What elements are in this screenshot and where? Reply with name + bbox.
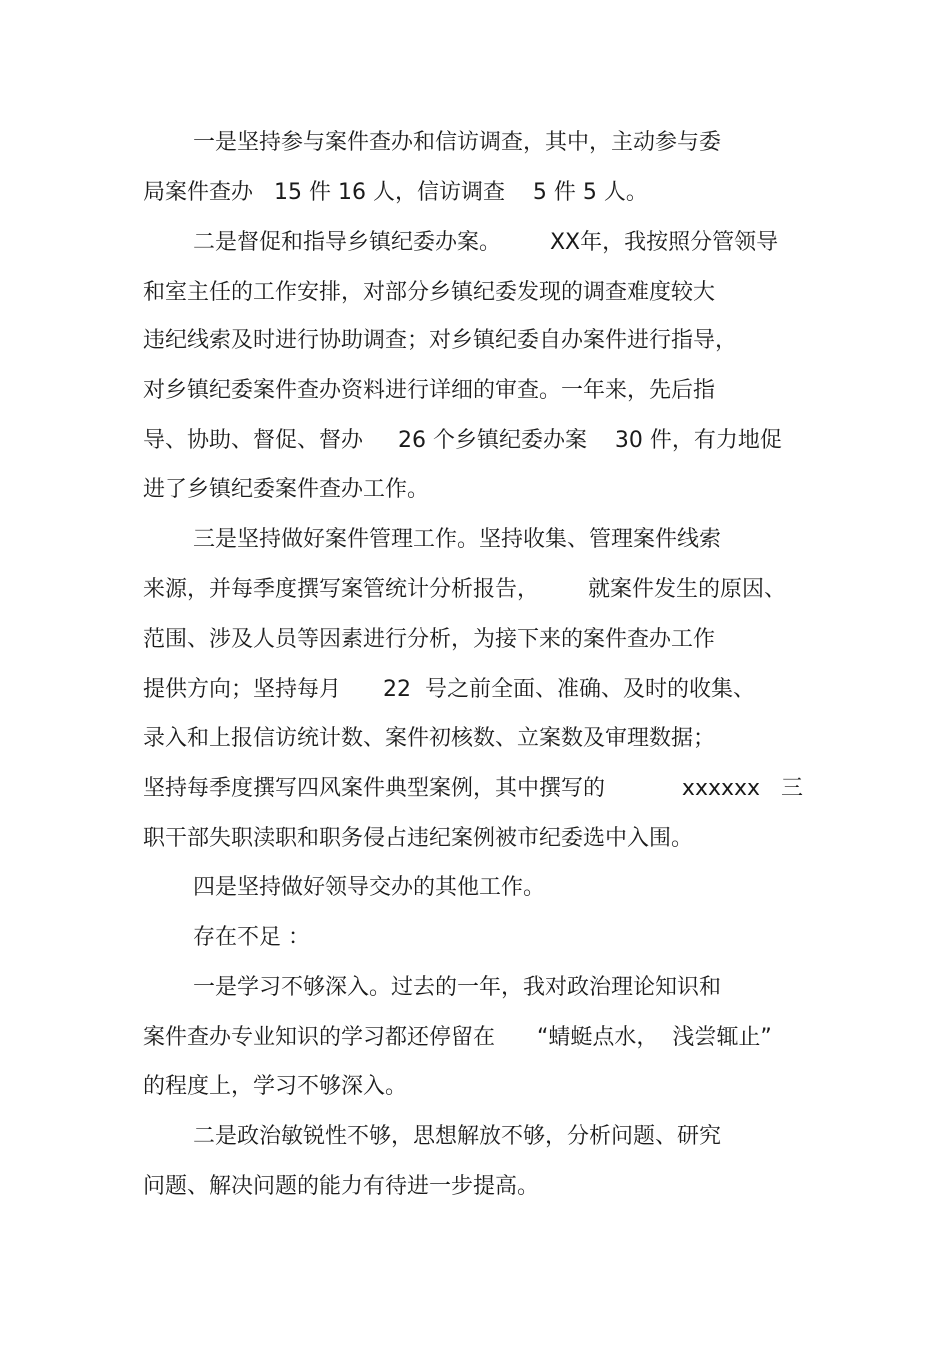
- paragraph-2-line-4: 对乡镇纪委案件查办资料进行详细的审查。一年来，先后指: [143, 378, 716, 403]
- paragraph-5-line-1: 一是学习不够深入。过去的一年，我对政治理论知识和: [193, 975, 722, 1000]
- paragraph-6-line-2: 问题、解决问题的能力有待进一步提高。: [143, 1174, 540, 1199]
- paragraph-1-line-1: 一是坚持参与案件查办和信访调查，其中，主动参与委: [193, 130, 722, 155]
- paragraph-3-line-2: 来源，并每季度撰写案管统计分析报告， 就案件发生的原因、: [143, 577, 786, 602]
- paragraph-2-line-1: 二是督促和指导乡镇纪委办案。 XX年，我按照分管领导: [193, 230, 779, 255]
- paragraph-6-line-1: 二是政治敏锐性不够，思想解放不够，分析问题、研究: [193, 1124, 722, 1149]
- paragraph-3-line-5: 录入和上报信访统计数、案件初核数、立案数及审理数据；: [143, 726, 716, 751]
- paragraph-3-line-6: 坚持每季度撰写四风案件典型案例，其中撰写的 xxxxxx 三: [143, 776, 804, 801]
- paragraph-4-line-1: 四是坚持做好领导交办的其他工作。: [193, 875, 546, 900]
- paragraph-3-line-1: 三是坚持做好案件管理工作。坚持收集、管理案件线索: [193, 527, 722, 552]
- paragraph-5-line-2: 案件查办专业知识的学习都还停留在 “蜻蜓点水， 浅尝辄止”: [143, 1025, 772, 1050]
- paragraph-3-line-7: 职干部失职渎职和职务侵占违纪案例被市纪委选中入围。: [143, 826, 694, 851]
- paragraph-5-line-3: 的程度上，学习不够深入。: [143, 1074, 408, 1099]
- paragraph-2-line-6: 进了乡镇纪委案件查办工作。: [143, 477, 430, 502]
- paragraph-2-line-3: 违纪线索及时进行协助调查；对乡镇纪委自办案件进行指导，: [143, 328, 738, 353]
- paragraph-1-line-2: 局案件查办 15 件 16 人，信访调查 5 件 5 人。: [143, 180, 648, 205]
- section-heading-shortcomings: 存在不足 ：: [193, 925, 310, 950]
- paragraph-3-line-4: 提供方向；坚持每月 22 号之前全面、准确、及时的收集、: [143, 677, 755, 702]
- paragraph-2-line-2: 和室主任的工作安排，对部分乡镇纪委发现的调查难度较大: [143, 280, 716, 305]
- paragraph-3-line-3: 范围、涉及人员等因素进行分析，为接下来的案件查办工作: [143, 627, 716, 652]
- paragraph-2-line-5: 导、协助、督促、督办 26 个乡镇纪委办案 30 件，有力地促: [143, 428, 782, 453]
